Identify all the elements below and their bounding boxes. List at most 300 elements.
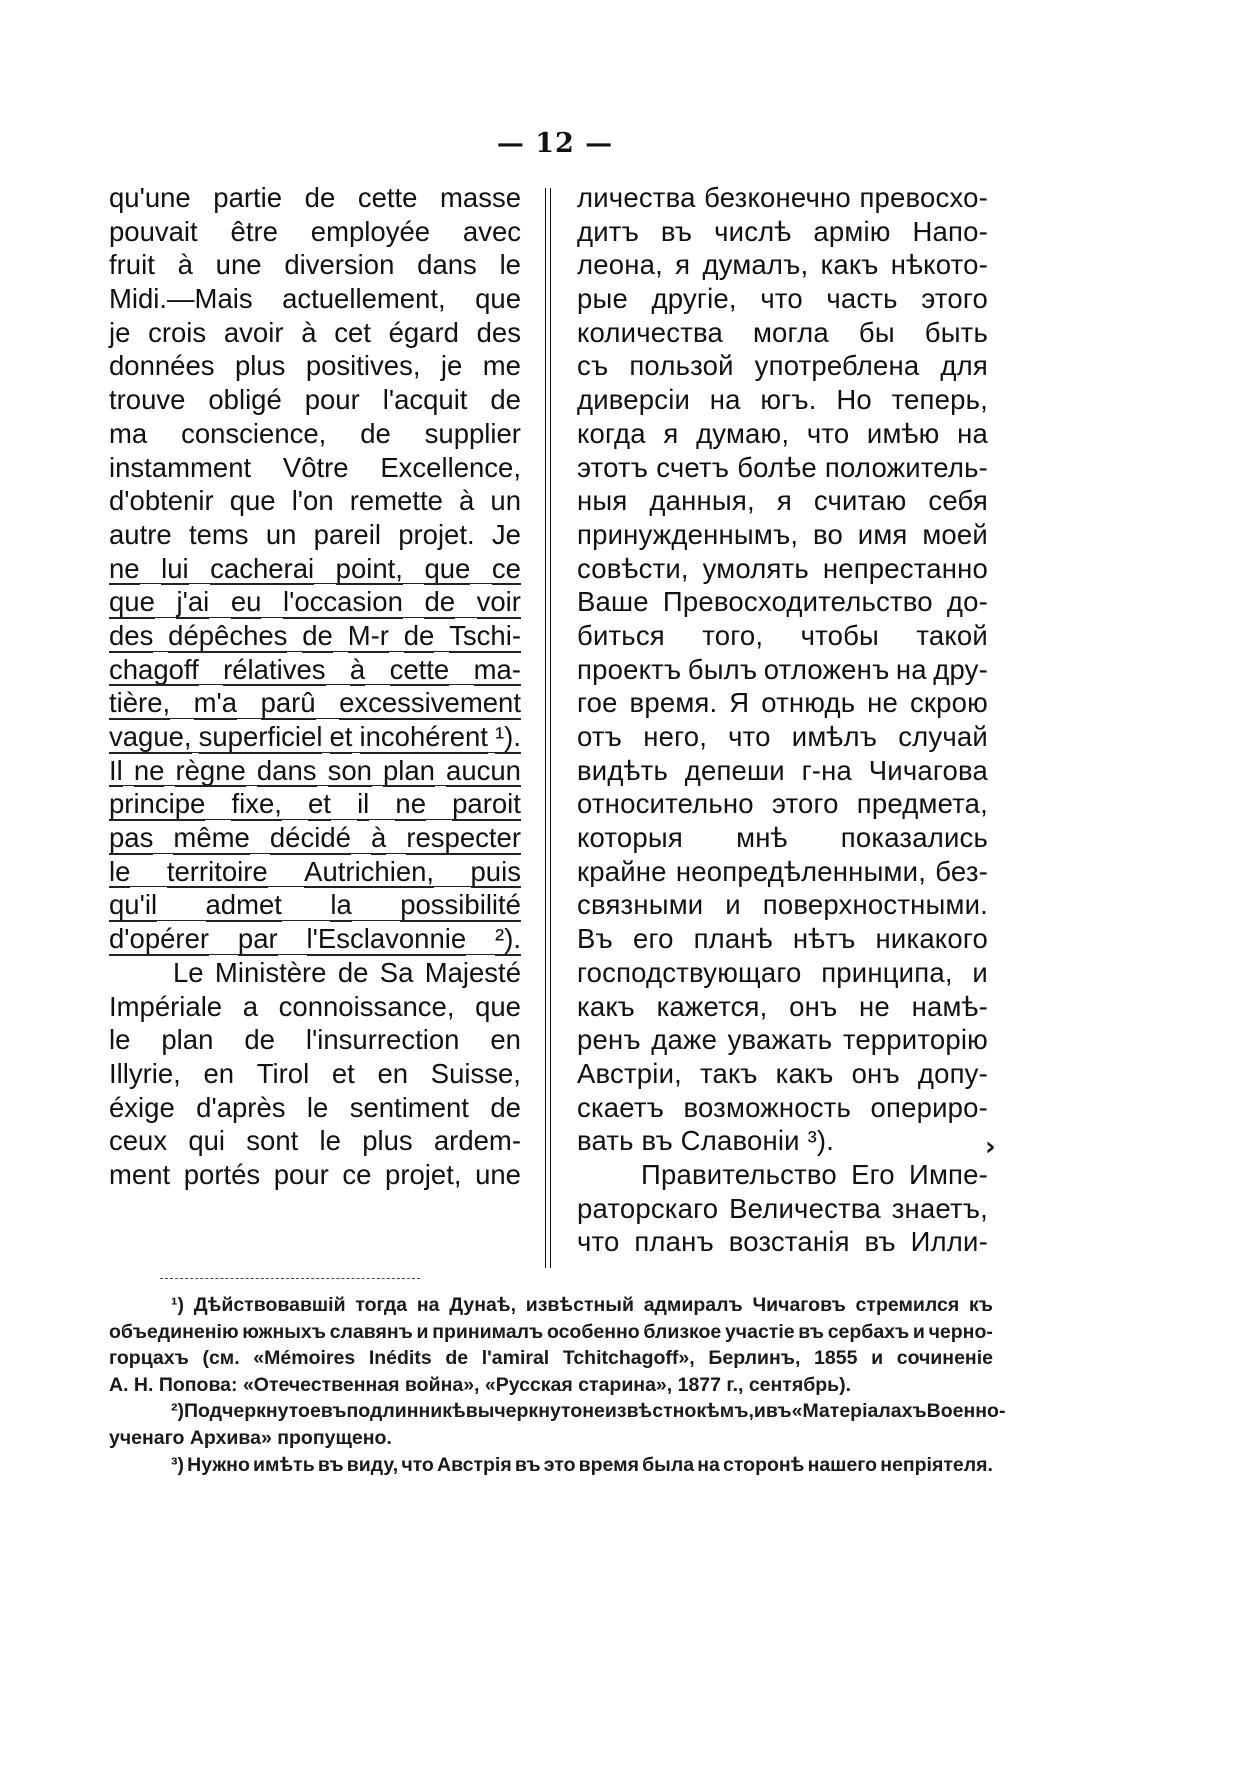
text-word: l'on <box>291 485 334 517</box>
text-word: supplier <box>424 417 521 449</box>
text-line <box>109 1057 521 1091</box>
text-word: раторскаго <box>577 1192 719 1224</box>
text-word: имя <box>857 518 908 550</box>
footnote-word: южныхъ <box>242 1320 326 1343</box>
text-word: думалъ, <box>702 249 809 281</box>
text-line <box>109 349 521 383</box>
text-word: отнюдь <box>761 687 856 719</box>
text-word: я <box>776 485 792 517</box>
text-word: positives, <box>305 350 421 382</box>
text-word: ne <box>133 754 165 786</box>
text-word: Правительство <box>641 1158 837 1190</box>
footnote-line <box>109 1292 993 1319</box>
text-word: его <box>632 923 674 955</box>
text-word: я <box>675 249 691 281</box>
text-line <box>577 484 988 518</box>
text-word: моей <box>922 518 988 550</box>
text-word: отложенъ <box>763 653 890 685</box>
text-word: puis <box>470 855 521 887</box>
text-word: Импе- <box>908 1158 988 1190</box>
text-line <box>577 349 988 383</box>
text-word: dans <box>256 754 317 786</box>
text-word: l'insurrection <box>305 1024 460 1056</box>
text-word: cette <box>389 653 450 685</box>
text-word: de <box>244 1024 275 1056</box>
text-word: plus <box>234 350 286 382</box>
text-word: положитель- <box>824 451 988 483</box>
text-word: d'après <box>196 1091 286 1123</box>
text-word: рые <box>577 283 628 315</box>
text-word: même <box>173 822 250 854</box>
text-line <box>577 518 988 552</box>
text-word: дру- <box>933 653 988 685</box>
footnote-word: принималъ <box>432 1320 544 1343</box>
text-word: скаетъ <box>577 1091 665 1123</box>
column-divider <box>545 188 551 1268</box>
text-word: une <box>475 1158 521 1190</box>
text-word: на <box>709 384 741 416</box>
text-word: Midi.—Mais <box>109 283 253 315</box>
text-word: et <box>308 788 331 820</box>
text-word: admet <box>205 889 282 921</box>
text-word: предмета, <box>856 788 988 820</box>
underlined-text-line <box>109 552 521 586</box>
text-word: думаю, <box>696 417 790 449</box>
text-line <box>577 1091 988 1125</box>
text-line <box>577 1225 988 1259</box>
text-word: j'ai <box>176 586 210 618</box>
text-word: ¹). <box>495 721 521 752</box>
text-word: le <box>109 855 131 887</box>
text-word: кажется, <box>656 990 768 1022</box>
text-word: не <box>867 687 899 719</box>
footnote-word: стремился <box>855 1294 960 1316</box>
text-word: avoir <box>223 316 284 348</box>
underlined-text-line <box>109 653 521 687</box>
footnote-word: въ <box>317 1453 344 1476</box>
footnote-word: виду, <box>346 1453 399 1476</box>
text-word: que <box>424 552 471 584</box>
text-word: que <box>109 586 155 618</box>
underlined-text-line <box>109 754 521 788</box>
text-word: до- <box>946 586 988 618</box>
text-word: безконечно <box>704 182 851 213</box>
text-word: леона, <box>577 249 663 281</box>
text-word: à <box>459 485 475 517</box>
text-word: онъ <box>789 990 838 1022</box>
text-word: obligé <box>208 384 282 416</box>
text-word: нѣтъ <box>792 923 856 955</box>
text-word: мнѣ <box>736 822 788 854</box>
text-line <box>577 181 988 215</box>
text-word: son <box>327 754 372 786</box>
right-column-russian <box>577 181 988 1288</box>
text-word: remette <box>349 485 443 517</box>
text-word: имѣлъ <box>791 721 878 752</box>
text-word: pas <box>109 822 154 854</box>
text-word: tière, <box>109 687 171 719</box>
text-word: Превосходительство <box>662 586 933 618</box>
text-word: которыя <box>577 822 683 854</box>
text-word: проектъ <box>577 653 682 685</box>
text-word: que <box>475 990 521 1022</box>
text-word: le <box>319 1125 341 1157</box>
underlined-text-line <box>109 585 521 619</box>
text-word: pour <box>273 1158 329 1190</box>
text-word: Le <box>173 956 204 988</box>
footnote-word: сербахъ <box>827 1320 910 1343</box>
text-line <box>577 248 988 282</box>
text-word: г-на <box>801 754 853 786</box>
text-word: Illyrie, <box>109 1057 181 1089</box>
underlined-text-line <box>109 922 521 956</box>
text-word: principe <box>109 788 206 820</box>
text-word: cacherai <box>210 552 315 584</box>
text-word: часть <box>826 283 898 315</box>
footnotes <box>109 1292 1006 1478</box>
text-word: какъ <box>577 990 635 1022</box>
text-line <box>577 552 988 586</box>
text-line <box>577 1023 988 1057</box>
text-word: Sa <box>379 956 414 988</box>
text-word: me <box>482 350 521 382</box>
text-line <box>577 922 988 956</box>
text-word: à <box>177 249 193 281</box>
text-word: другіе, <box>651 283 737 315</box>
text-word: superficiel <box>198 721 323 752</box>
footnote-word: «Mémoires <box>253 1347 356 1370</box>
text-word: скрою <box>909 687 988 719</box>
text-line <box>109 1124 521 1158</box>
footnote-word: горцахъ <box>109 1347 189 1370</box>
text-word: de <box>337 956 369 988</box>
text-line <box>577 821 988 855</box>
footnote-word: черно- <box>928 1320 993 1343</box>
text-word: avec <box>462 215 521 247</box>
text-word: дитъ <box>577 215 639 247</box>
text-line: вать въ Славоніи ³). <box>577 1125 835 1157</box>
text-word: на <box>895 653 927 685</box>
text-word: d'obtenir <box>109 485 214 517</box>
text-word: Suisse, <box>430 1057 521 1089</box>
text-line <box>109 451 521 485</box>
text-line <box>577 686 988 720</box>
footnote-word: кѣмъ, <box>696 1400 754 1423</box>
footnote-word: Подчеркнутое <box>184 1400 321 1423</box>
text-word: conscience, <box>181 417 327 449</box>
text-word: допу- <box>917 1057 988 1089</box>
text-line <box>109 316 521 350</box>
text-word: него, <box>643 721 708 752</box>
text-word: ma- <box>473 653 521 685</box>
text-word: ныя <box>577 485 628 517</box>
footnote-word: нашего <box>807 1453 878 1476</box>
text-line <box>577 1158 988 1192</box>
text-word: que <box>229 485 276 517</box>
text-line <box>109 1023 521 1057</box>
text-word: бы <box>858 316 895 348</box>
footnote-word: къ <box>968 1294 993 1316</box>
footnote-line <box>109 1452 993 1479</box>
text-word: принужденнымъ, <box>577 518 799 550</box>
text-word: l'Esclavonnie <box>306 923 467 955</box>
text-word: не <box>859 990 890 1022</box>
text-line <box>577 653 988 687</box>
text-word: Ваше <box>577 586 649 618</box>
text-line <box>109 956 521 990</box>
footnote-word: близкое <box>643 1320 722 1343</box>
margin-mark: › <box>985 1132 996 1162</box>
text-word: projet, <box>385 1158 462 1190</box>
text-line <box>577 1192 988 1226</box>
footnote-word: въ <box>514 1453 541 1476</box>
text-word: господствующаго <box>577 956 802 988</box>
text-word: possibilité <box>400 889 521 921</box>
text-word: считаю <box>813 485 907 517</box>
text-word: crois <box>148 316 207 348</box>
text-word: plan <box>382 754 435 786</box>
underlined-text-line <box>109 686 521 720</box>
text-word: Но <box>836 384 872 416</box>
footnote-line: ученаго Архива» пропущено. <box>109 1426 392 1449</box>
text-word: употреблена <box>754 350 920 382</box>
text-word: chagoff <box>109 653 199 685</box>
text-word: случай <box>898 721 988 752</box>
text-word: incohérent <box>359 721 488 752</box>
text-word: ce <box>342 1158 372 1190</box>
text-word: что <box>728 721 771 752</box>
text-word: cet <box>334 316 371 348</box>
footnote-word: адмиралъ <box>643 1294 743 1316</box>
footnote-word: l'amiral <box>481 1347 550 1370</box>
text-word: этого <box>771 788 839 820</box>
text-word: des <box>109 619 154 651</box>
footnote-word: въ <box>765 1400 792 1423</box>
text-line <box>577 282 988 316</box>
footnote-word: Военно- <box>926 1400 1006 1423</box>
text-line <box>577 888 988 922</box>
text-word: Чичагова <box>868 754 988 786</box>
text-word: болѣе <box>737 451 817 483</box>
text-word: ce <box>491 552 521 584</box>
text-word: непрестанно <box>822 552 988 584</box>
text-word: que <box>475 283 521 315</box>
text-word: ne <box>395 788 427 820</box>
text-word: счетъ <box>656 451 730 483</box>
text-line <box>577 990 988 1024</box>
text-word: de <box>490 1091 521 1123</box>
text-line <box>577 855 988 889</box>
text-word: ceux <box>109 1125 168 1157</box>
footnote-word: Нужно <box>187 1453 250 1476</box>
text-word: этого <box>921 283 988 315</box>
text-word: Австріи, <box>577 1057 682 1089</box>
footnote-word: Tchitchagoff», <box>562 1347 695 1370</box>
text-word: l'occasion <box>282 586 403 618</box>
text-word: ²). <box>495 923 521 955</box>
text-word: Я <box>729 687 750 719</box>
text-word: онъ <box>851 1057 900 1089</box>
text-line <box>577 417 988 451</box>
text-word: données <box>109 350 215 382</box>
footnote-word: Чичаговъ <box>752 1294 846 1316</box>
underlined-text-line <box>109 619 521 653</box>
footnote-word: сторонѣ <box>723 1453 805 1476</box>
text-word: et <box>331 1057 355 1089</box>
text-word: a <box>242 990 259 1022</box>
text-word: diversion <box>284 249 395 281</box>
text-line <box>109 215 521 249</box>
text-word: aucun <box>446 754 521 786</box>
text-word: знаетъ, <box>891 1192 988 1224</box>
text-word: планъ <box>634 1226 714 1258</box>
text-word: qu'il <box>109 889 158 921</box>
text-word: fixe, <box>231 788 282 820</box>
text-word: теперь, <box>891 384 988 416</box>
text-word: Tschi- <box>449 619 521 651</box>
footnote-word: Дѣйствовавшій <box>193 1294 346 1316</box>
text-word: ренъ <box>577 1024 641 1056</box>
text-word: Autrichien, <box>304 855 435 887</box>
text-word: для <box>940 350 988 382</box>
text-word: оперирo- <box>870 1091 988 1123</box>
text-word: de <box>424 586 456 618</box>
text-word: армію <box>813 215 891 247</box>
text-word: la <box>330 889 352 921</box>
page-number: — 12 — <box>496 128 614 159</box>
text-word: de <box>302 619 333 651</box>
text-word: qui <box>188 1125 226 1157</box>
text-word: d'opérer <box>109 923 210 955</box>
text-word: что <box>577 1226 620 1258</box>
text-word: cette <box>357 182 418 213</box>
text-word: въ <box>864 1226 896 1258</box>
text-word: un <box>490 485 521 517</box>
text-word: пользой <box>629 350 734 382</box>
text-word: видѣть <box>577 754 668 786</box>
text-line <box>577 956 988 990</box>
text-line <box>109 248 521 282</box>
text-word: югъ. <box>760 384 817 416</box>
footnote-word: и <box>912 1320 925 1343</box>
text-word: pour <box>304 384 360 416</box>
text-word: личества <box>577 182 696 213</box>
footnote-word: ³) <box>171 1453 184 1476</box>
text-word: того, <box>702 619 764 651</box>
text-word: vague, <box>109 721 192 752</box>
text-line <box>577 383 988 417</box>
text-word: qu'une <box>109 182 191 213</box>
footnote-line <box>109 1345 993 1372</box>
text-word: Величества <box>729 1192 881 1224</box>
footnote-word: тогда <box>355 1294 408 1316</box>
text-word: règne <box>175 754 246 786</box>
text-word: количества <box>577 316 723 348</box>
text-word: имѣю <box>866 417 940 449</box>
footnote-word: ¹) <box>171 1294 184 1316</box>
text-word: связными <box>577 889 704 921</box>
text-word: планѣ <box>693 923 773 955</box>
footnote-word: сочиненіе <box>896 1347 993 1370</box>
footnote-word: была <box>642 1453 695 1476</box>
text-word: когда <box>577 417 646 449</box>
text-line <box>577 316 988 350</box>
text-word: éxige <box>109 1091 175 1123</box>
text-word: числѣ <box>714 215 792 247</box>
text-word: этотъ <box>577 451 649 483</box>
text-word: fruit <box>109 249 155 281</box>
text-word: à <box>370 822 387 854</box>
text-word: le <box>499 249 521 281</box>
text-word: des <box>476 316 521 348</box>
text-word: pouvait <box>109 215 198 247</box>
footnote-word: неизвѣстно <box>582 1400 697 1423</box>
text-line <box>109 417 521 451</box>
text-word: намѣ- <box>911 990 988 1022</box>
text-word: de <box>403 619 435 651</box>
text-word: l'acquit <box>382 384 468 416</box>
text-word: на <box>957 417 988 449</box>
text-word: de <box>304 182 336 213</box>
text-line <box>577 619 988 653</box>
text-word: employée <box>310 215 431 247</box>
text-word: былъ <box>687 653 758 685</box>
text-word: autre <box>109 518 172 550</box>
text-word: чтобы <box>800 619 880 651</box>
text-word: le <box>109 1024 131 1056</box>
text-word: en <box>377 1057 409 1089</box>
text-line <box>109 990 521 1024</box>
text-word: съ <box>577 350 609 382</box>
text-line <box>577 1057 988 1091</box>
text-word: Impériale <box>109 990 223 1022</box>
footnote-word: ²) <box>171 1400 184 1423</box>
text-word: de <box>360 417 391 449</box>
text-word: Excellence, <box>380 451 521 483</box>
text-word: lui <box>161 552 189 584</box>
text-word: à <box>301 316 317 348</box>
footnote-word: на <box>697 1453 720 1476</box>
text-word: il <box>357 788 370 820</box>
text-word: гое <box>577 687 618 719</box>
text-word: совѣсти, <box>577 552 689 584</box>
footnote-word: объединенію <box>109 1320 239 1343</box>
text-word: parû <box>260 687 316 719</box>
footnote-word: извѣстный <box>525 1294 634 1316</box>
text-word: неопредѣленными, <box>675 855 927 887</box>
text-word: депеши <box>684 754 785 786</box>
text-word: projet. <box>398 518 475 550</box>
text-word: portés <box>183 1158 261 1190</box>
text-word: masse <box>440 182 521 213</box>
footnote-word: имѣть <box>253 1453 315 1476</box>
text-word: point, <box>335 552 403 584</box>
footnote-rule <box>160 1278 420 1279</box>
text-word: je <box>440 350 463 382</box>
footnote-word: въ <box>320 1400 347 1423</box>
text-word: принципа, <box>821 956 953 988</box>
text-word: le <box>306 1091 329 1123</box>
text-word: без- <box>935 855 988 887</box>
text-word: себя <box>928 485 988 517</box>
footnote-word: непріятеля. <box>880 1453 993 1476</box>
footnote-word: вычеркнуто <box>465 1400 583 1423</box>
text-word: tems <box>188 518 249 550</box>
text-word: de <box>490 384 521 416</box>
text-word: voir <box>476 586 521 618</box>
footnote-word: «Матеріалахъ <box>791 1400 927 1423</box>
text-word: отъ <box>577 721 623 752</box>
